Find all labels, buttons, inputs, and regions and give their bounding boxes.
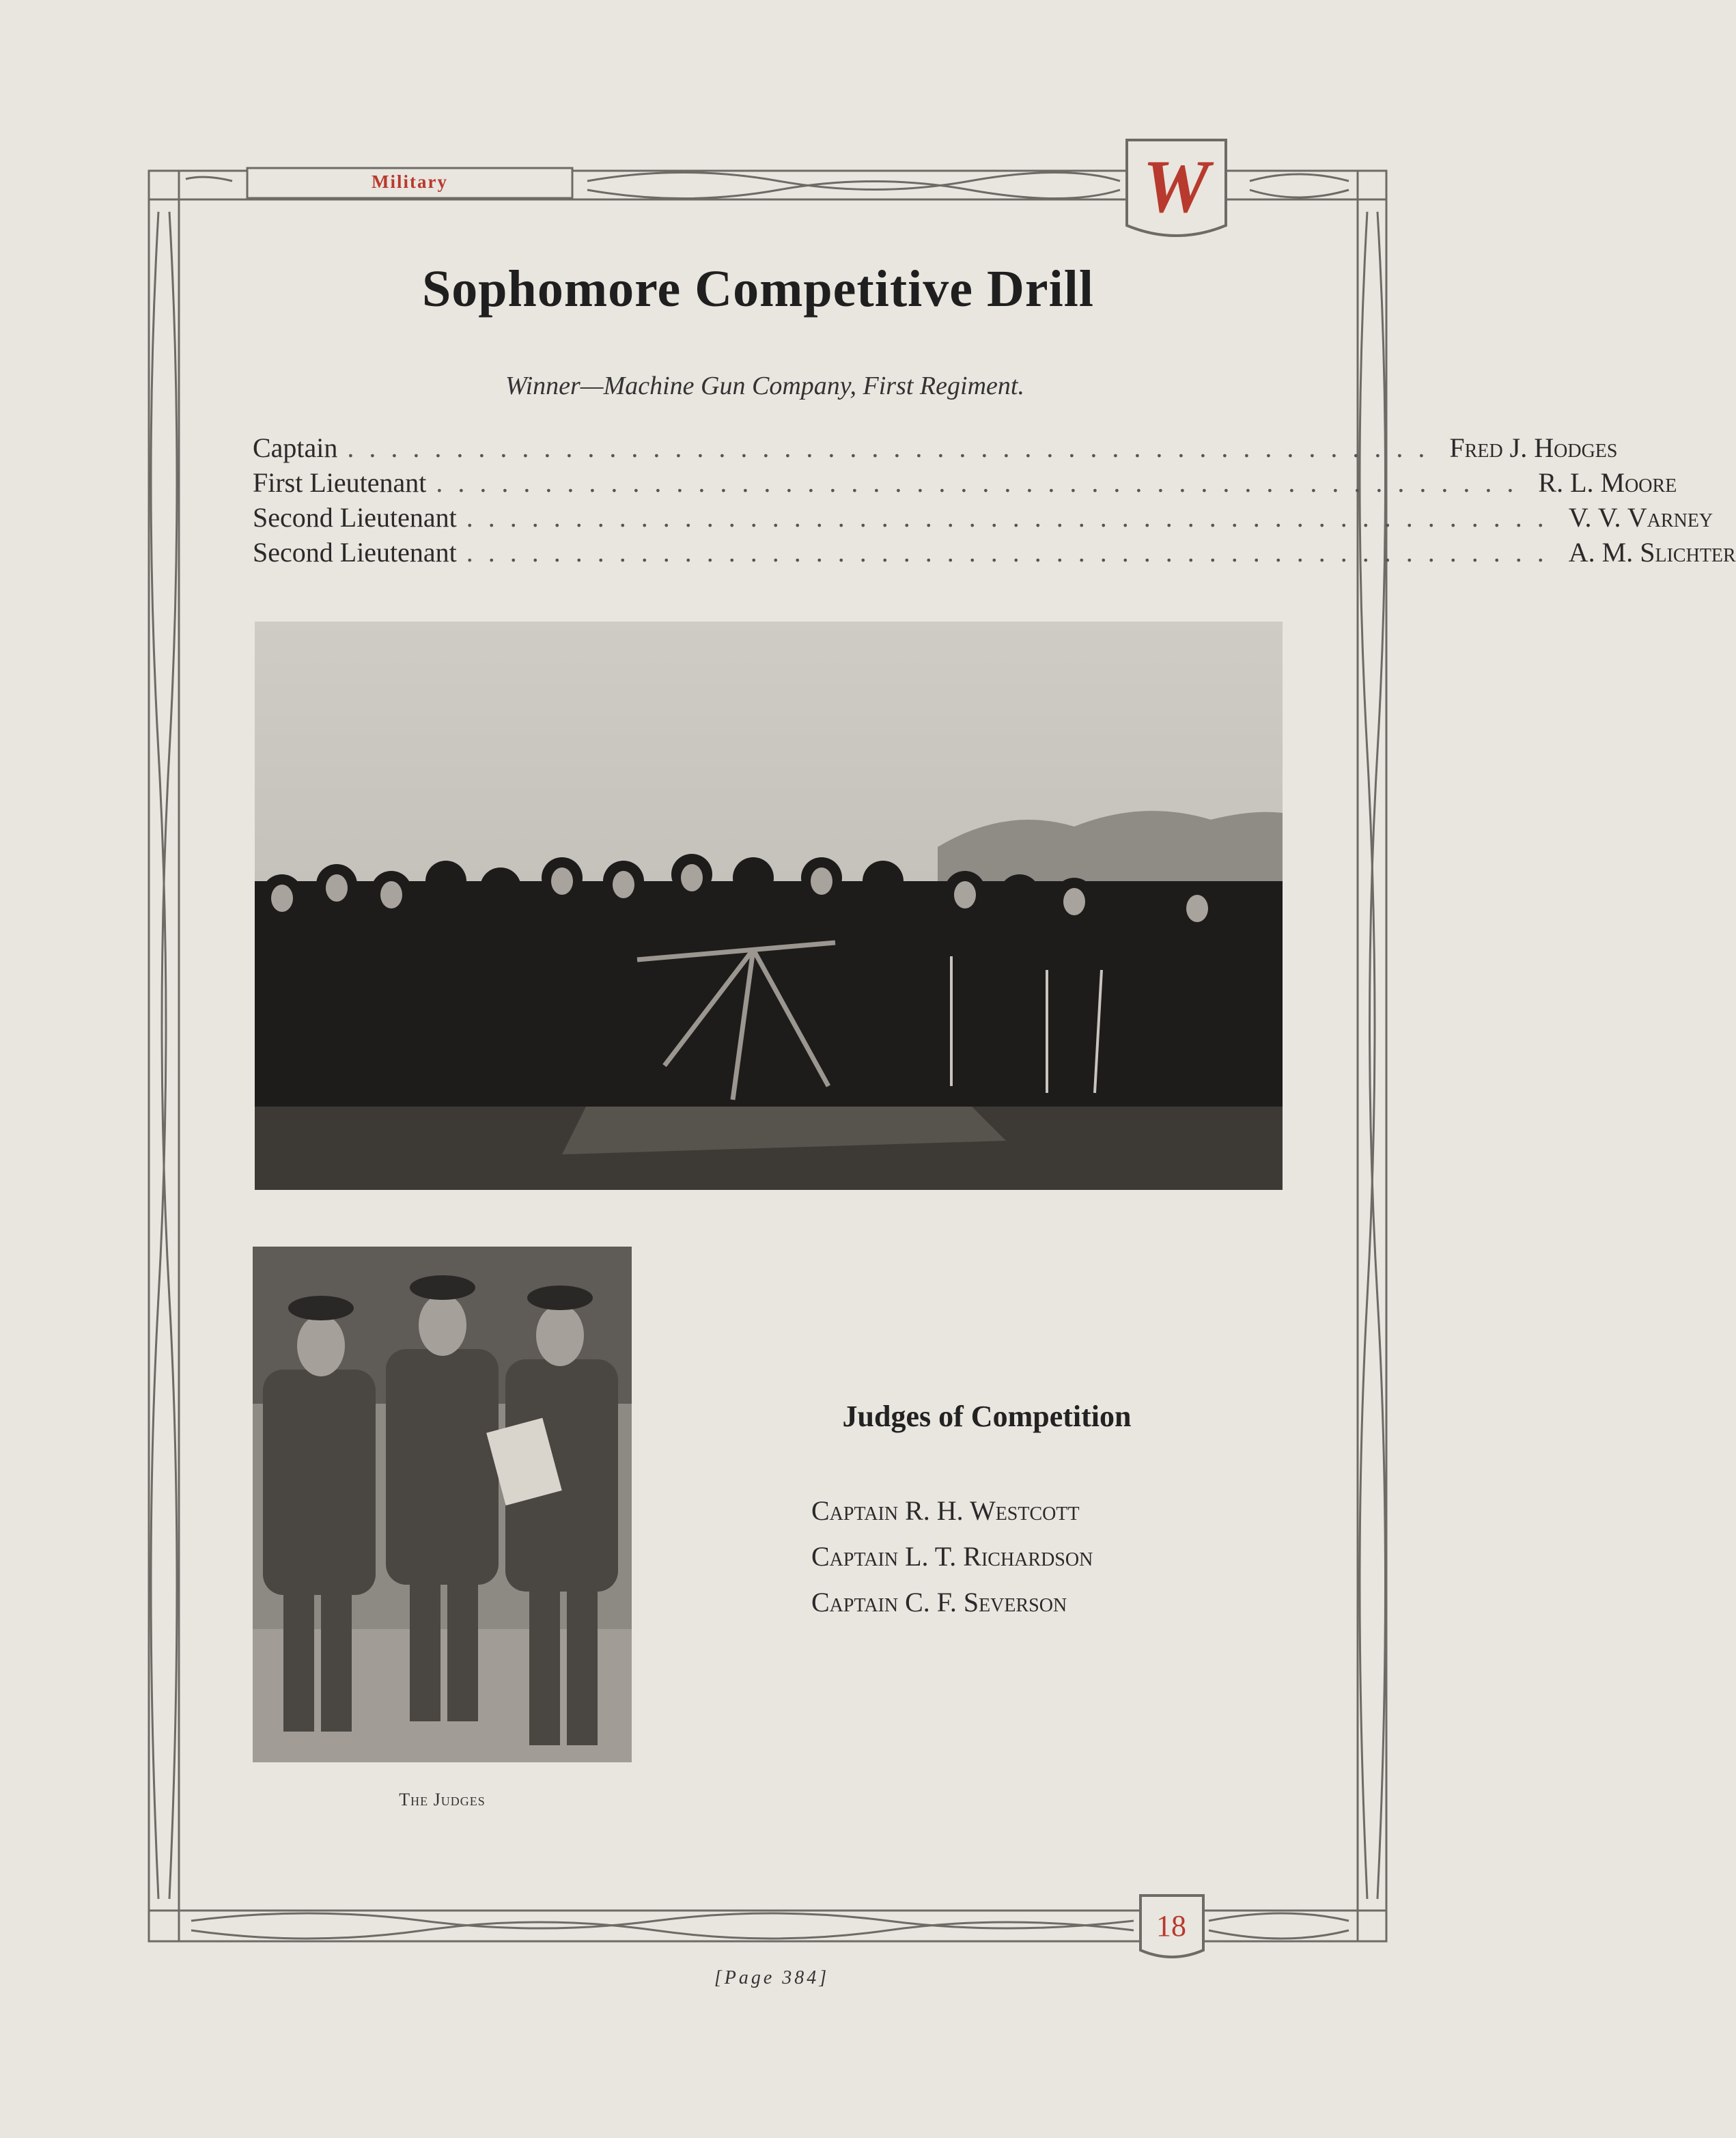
officer-name: V. V. Varney (1568, 502, 1713, 533)
judges-photo (253, 1247, 632, 1762)
officer-name: Fred J. Hodges (1449, 432, 1618, 463)
section-label: Military (372, 171, 448, 192)
judge-name: Captain C. F. Severson (811, 1587, 1067, 1618)
page-number: [Page 384] (714, 1967, 830, 1988)
svg-text:W: W (1143, 145, 1209, 228)
officer-rank: Captain (253, 432, 338, 463)
judge-name: Captain L. T. Richardson (811, 1541, 1093, 1572)
officer-rank: First Lieutenant (253, 467, 427, 498)
officer-rank: Second Lieutenant (253, 502, 457, 533)
officer-row (253, 467, 1677, 501)
officer-name: R. L. Moore (1538, 467, 1677, 498)
officer-name: A. M. Slichter (1568, 537, 1736, 568)
leader-dots: .................................................. (466, 537, 1559, 568)
officer-rank: Second Lieutenant (253, 537, 457, 568)
leader-dots: .................................................. (436, 467, 1529, 498)
page-title: Sophomore Competitive Drill (422, 260, 1094, 318)
officer-row (253, 536, 1736, 571)
leader-dots: .................................................. (347, 432, 1440, 463)
winner-subtitle: Winner—Machine Gun Company, First Regiment. (505, 372, 1024, 400)
leader-dots: .................................................. (466, 502, 1559, 533)
drill-company-photo (255, 622, 1283, 1190)
year-badge: 18 (1156, 1909, 1186, 1943)
judges-list (811, 1488, 1289, 1625)
officers-list (253, 432, 1736, 571)
judges-photo-caption: The Judges (399, 1790, 486, 1809)
judges-heading: Judges of Competition (842, 1400, 1132, 1433)
officer-row (253, 501, 1713, 536)
judge-name: Captain R. H. Westcott (811, 1495, 1080, 1526)
officer-row (253, 432, 1618, 467)
